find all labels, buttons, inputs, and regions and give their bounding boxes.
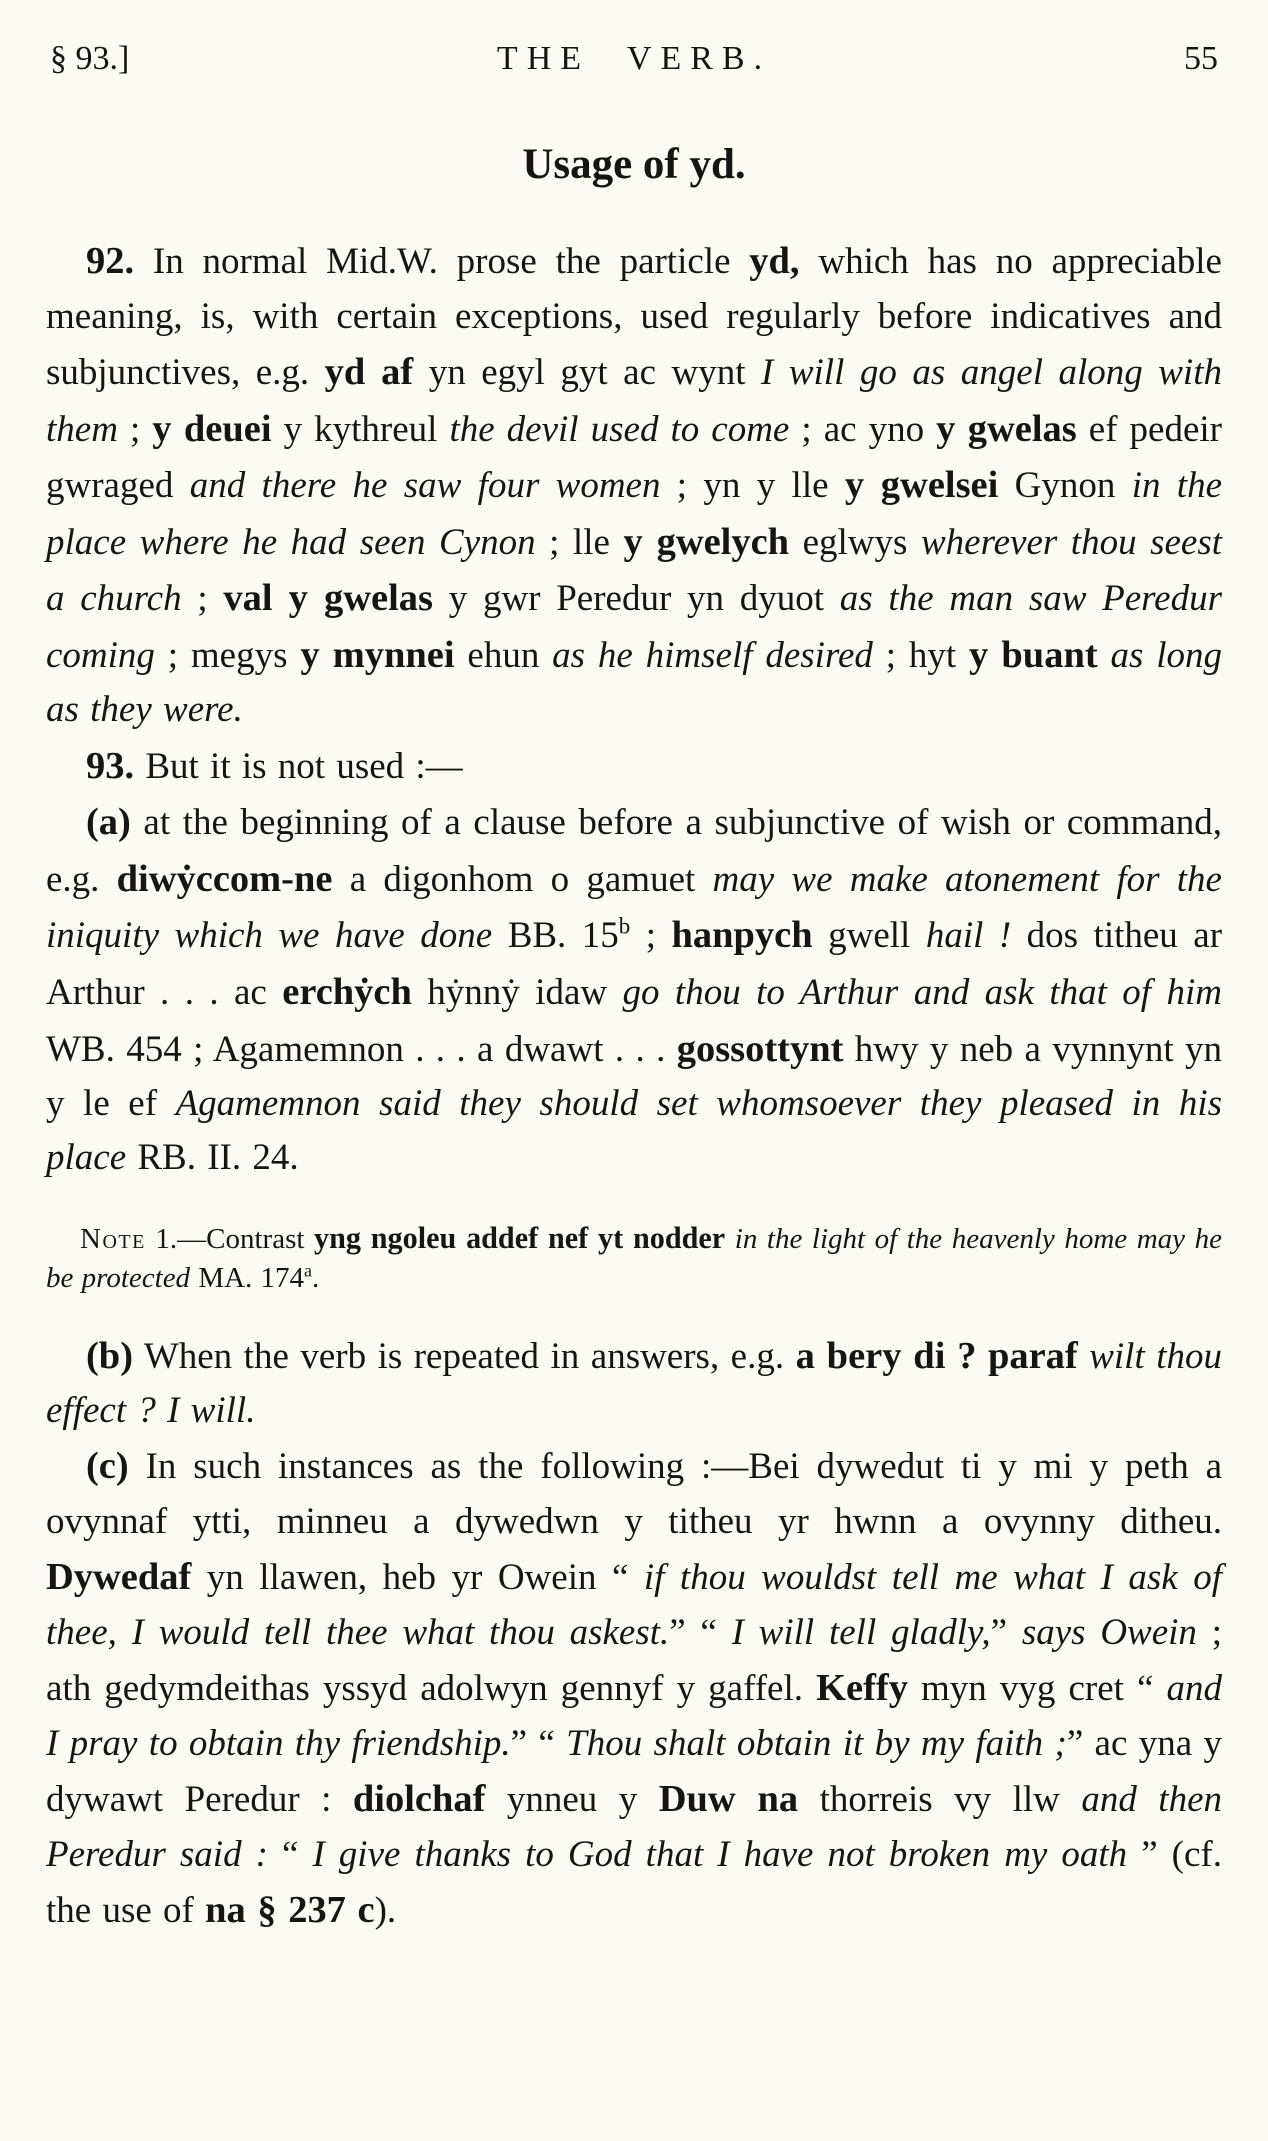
paragraph-92: 92. In normal Mid.W. prose the particle yd, which has no appreciable meaning, is, with certain exceptions, used regularly before indicatives and subjunctives, e.g. yd af yn egyl gyt ac wynt I will go as angel along with them ; y deuei y kythreul the devil used to come ; ac yno y gwelas ef pedeir gwraged and there he saw four women ; yn y lle y gwelsei Gynon in the place where he had seen Cynon ; lle y gwelych eglwys wherever thou seest a church ; val y gwelas y gwr Peredur yn dyuot as the man saw Peredur coming ; megys y mynnei ehun as he himself desired ; hyt y buant as long as they were. [46,240,1223,731]
page-number: 55 [1184,40,1218,77]
section-heading: Usage of yd. [522,141,746,188]
note-paragraph: Note 1.—Contrast yng ngoleu addef nef yt nodder in the light of the heavenly home may he be protected MA. 174$^a$. [46,1220,1222,1294]
running-header [46,40,1222,78]
paragraph-93: 93. But it is not used :— [86,744,463,787]
paragraph-a: (a) at the beginning of a clause before a subjunctive of wish or command, e.g. diwẏccom-ne a digonhom o gamuet may we make atonement for the iniquity which we have done BB. 15$^b$ ; hanpych gwell hail ! dos titheu ar Arthur . . . ac erchẏch hẏnnẏ idaw go thou to Arthur and ask that of him WB. 454 ; Agamemnon . . . a dwawt . . . gossottynt hwy y neb a vynnynt yn y le ef Agamemnon said they should set whomsoever they pleased in his place RB. II. 24. [46,801,1223,1179]
chapter-title: THE VERB. [496,40,772,77]
section-marker: § 93.] [50,40,130,77]
paragraph-b: (b) When the verb is repeated in answers, e.g. a bery di ? paraf wilt thou effect ? I will. [46,1334,1222,1432]
paragraph-c: (c) In such instances as the following :—Bei dywedut ti y mi y peth a ovynnaf ytti, minneu a dywedwn y titheu yr hwnn a ovynny ditheu. Dywedaf yn llawen, heb yr Owein “ if thou wouldst tell me what I ask of thee, I would tell thee what thou askest.” “ I will tell gladly,” says Owein ; ath gedymdeithas yssyd adolwyn gennyf y gaffel. Keffy myn vyg cret “ and I pray to obtain thy friendship.” “ Thou shalt obtain it by my faith ;” ac yna y dywawt Peredur : diolchaf ynneu y Duw na thorreis vy llw and then Peredur said : “ I give thanks to God that I have not broken my oath ” (cf. the use of na § 237 c). [46,1445,1223,1932]
